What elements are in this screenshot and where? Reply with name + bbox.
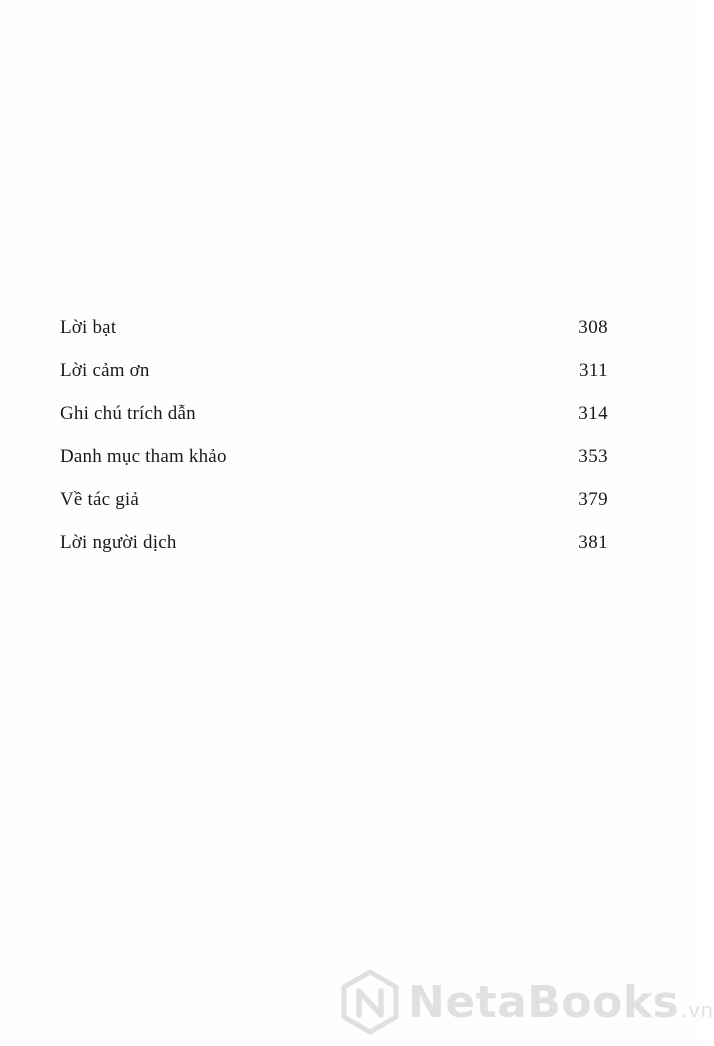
watermark-suffix: .vn xyxy=(681,997,714,1022)
toc-entry-title: Lời cảm ơn xyxy=(60,360,150,381)
toc-entry xyxy=(60,483,608,526)
toc-entry-page: 353 xyxy=(578,446,608,467)
toc-entry-title: Về tác giả xyxy=(60,489,140,510)
toc-entry-title: Lời người dịch xyxy=(60,532,177,553)
toc-entry xyxy=(60,526,608,569)
toc-entry-page: 379 xyxy=(578,489,608,510)
toc-entry-title: Danh mục tham khảo xyxy=(60,446,227,467)
toc-entry xyxy=(60,397,608,440)
toc-entry-title: Ghi chú trích dẫn xyxy=(60,403,196,424)
toc-entry xyxy=(60,440,608,483)
toc-entry-title: Lời bạt xyxy=(60,317,117,338)
toc-entry-page: 308 xyxy=(578,317,608,338)
toc-entry-page: 314 xyxy=(578,403,608,424)
hexagon-n-logo-icon xyxy=(340,969,400,1035)
watermark-brand: NetaBooks .vn xyxy=(408,976,714,1028)
table-of-contents xyxy=(60,311,608,569)
toc-entry-page: 381 xyxy=(578,532,608,553)
toc-entry xyxy=(60,311,608,354)
toc-entry xyxy=(60,354,608,397)
toc-entry-page: 311 xyxy=(579,360,608,381)
netabooks-watermark xyxy=(340,966,714,1038)
